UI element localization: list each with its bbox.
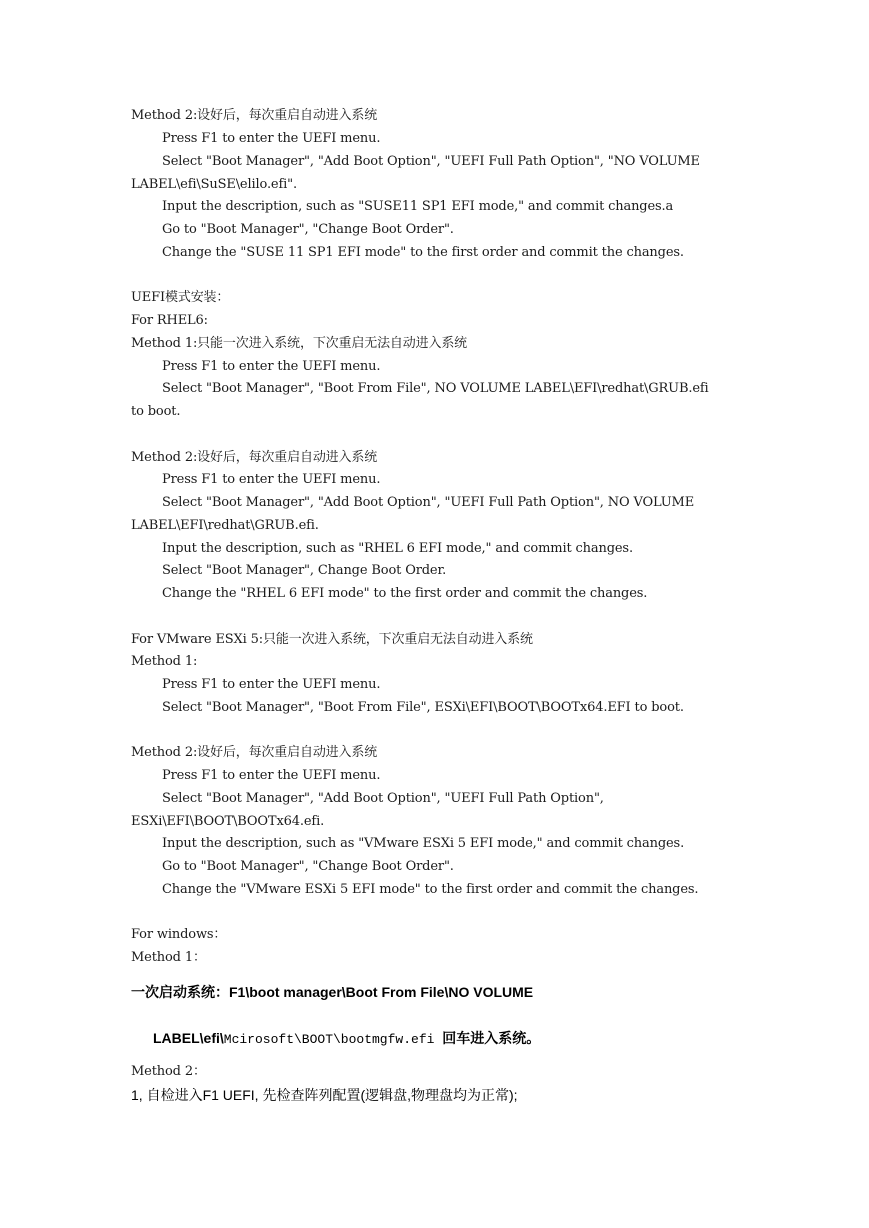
esxi-method2-step3: Input the description, such as "VMware ESXi 5 EFI mode," and commit changes. — [162, 836, 685, 851]
boot-path-file-part: Mcirosoft\BOOT\bootmgfw.efi — [223, 1032, 435, 1047]
esxi-method2-step4: Go to "Boot Manager", "Change Boot Order". — [162, 859, 454, 874]
esxi-method2-step5: Change the "VMware ESXi 5 EFI mode" to the first order and commit the changes. — [162, 882, 699, 897]
rhel-method2-step1: Press F1 to enter the UEFI menu. — [162, 472, 381, 487]
windows-boot-path-line2 — [153, 1029, 540, 1049]
suse-method2-step2b: LABEL\efi\SuSE\elilo.efi". — [131, 177, 297, 192]
windows-method2-step1: 1, 自检进入F1 UEFI, 先检查阵列配置(逻辑盘,物理盘均为正常); — [131, 1087, 518, 1103]
rhel-method1-step2b: to boot. — [131, 404, 181, 419]
boot-path-enter-part: 回车进入系统。 — [434, 1030, 541, 1046]
suse-method2-step2a: Select "Boot Manager", "Add Boot Option", "UEFI Full Path Option", "NO VOLUME — [162, 154, 700, 169]
rhel-method2-step3: Input the description, such as "RHEL 6 EFI mode," and commit changes. — [162, 541, 633, 556]
esxi-method2-heading: Method 2:设好后，每次重启自动进入系统 — [131, 745, 378, 760]
windows-method2-label: Method 2： — [131, 1064, 206, 1079]
rhel-method1-step2a: Select "Boot Manager", "Boot From File", NO VOLUME LABEL\EFI\redhat\GRUB.efi — [162, 381, 709, 396]
boot-path-label-part: LABEL\efi\ — [153, 1030, 224, 1046]
esxi-method1-step2: Select "Boot Manager", "Boot From File", ESXi\EFI\BOOT\BOOTx64.EFI to boot. — [162, 700, 684, 715]
esxi-method2-step1: Press F1 to enter the UEFI menu. — [162, 768, 381, 783]
esxi-heading: For VMware ESXi 5:只能一次进入系统，下次重启无法自动进入系统 — [131, 632, 533, 647]
suse-method2-step5: Change the "SUSE 11 SP1 EFI mode" to the first order and commit the changes. — [162, 245, 684, 260]
rhel-method2-step5: Change the "RHEL 6 EFI mode" to the first order and commit the changes. — [162, 586, 648, 601]
esxi-method2-step2a: Select "Boot Manager", "Add Boot Option", "UEFI Full Path Option", — [162, 791, 604, 806]
windows-heading: For windows： — [131, 927, 227, 942]
esxi-method1-label: Method 1: — [131, 654, 198, 669]
suse-method2-step3: Input the description, such as "SUSE11 SP1 EFI mode," and commit changes.a — [162, 199, 674, 214]
rhel-method2-step2b: LABEL\EFI\redhat\GRUB.efi. — [131, 518, 319, 533]
rhel-method2-step4: Select "Boot Manager", Change Boot Order. — [162, 563, 447, 578]
suse-method2-step4: Go to "Boot Manager", "Change Boot Order". — [162, 222, 454, 237]
rhel-method2-heading: Method 2:设好后，每次重启自动进入系统 — [131, 450, 378, 465]
for-rhel-heading: For RHEL6: — [131, 313, 208, 328]
rhel-method2-step2a: Select "Boot Manager", "Add Boot Option", "UEFI Full Path Option", NO VOLUME — [162, 495, 695, 510]
suse-method2-heading: Method 2:设好后，每次重启自动进入系统 — [131, 108, 378, 123]
rhel-method1-step1: Press F1 to enter the UEFI menu. — [162, 359, 381, 374]
windows-boot-path-line1: 一次启动系统：F1\boot manager\Boot From File\NO VOLUME — [131, 984, 534, 1000]
uefi-section-title: UEFI模式安装： — [131, 290, 230, 305]
rhel-method1-heading: Method 1:只能一次进入系统，下次重启无法自动进入系统 — [131, 336, 468, 351]
windows-method1-label: Method 1： — [131, 950, 206, 965]
suse-method2-step1: Press F1 to enter the UEFI menu. — [162, 131, 381, 146]
esxi-method1-step1: Press F1 to enter the UEFI menu. — [162, 677, 381, 692]
esxi-method2-step2b: ESXi\EFI\BOOT\BOOTx64.efi. — [131, 814, 325, 829]
